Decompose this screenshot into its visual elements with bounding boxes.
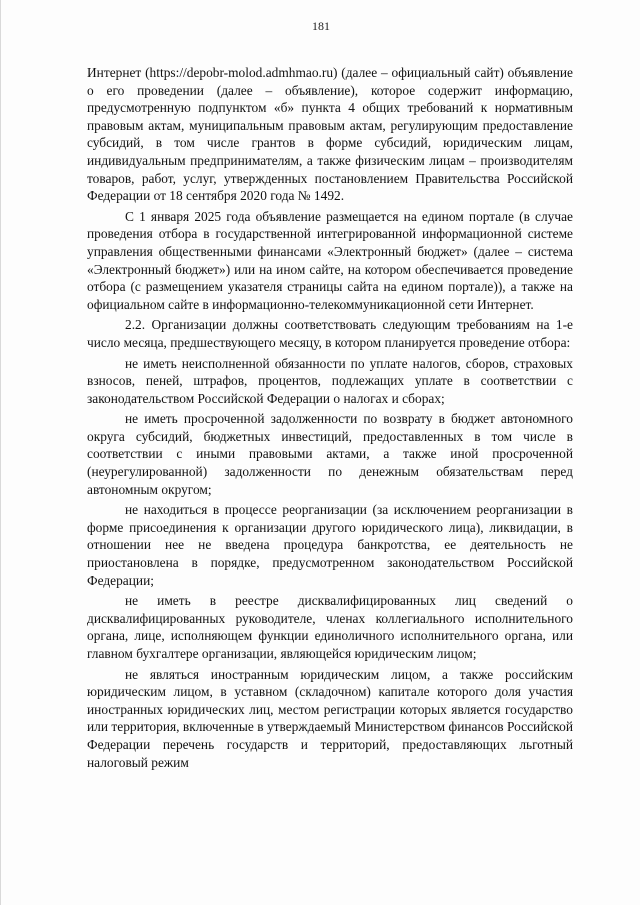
- document-body: [87, 64, 573, 771]
- paragraph-unified-portal: С 1 января 2025 года объявление размещается на едином портале (в случае проведения отбора в государственной интегрированной информационной системе управления общественными финансами «Электронный бюджет» (далее – система «Электронный бюджет») или на ином сайте, на котором обеспечивается проведение отбора (с размещением указателя страницы сайта на едином портале)), а также на официальном сайте в информационно-телекоммуникационной сети Интернет.: [87, 208, 573, 312]
- requirement-no-disqualified-persons: не иметь в реестре дисквалифицированных лиц сведений о дисквалифицированных руководителе, членах коллегиального исполнительного органа, лице, исполняющем функции единоличного исполнительного органа, или главном бухгалтере организации, являющейся юридическим лицом;: [87, 593, 573, 661]
- requirement-no-budget-debt: не иметь просроченной задолженности по возврату в бюджет автономного округа субсидий, бюджетных инвестиций, предоставленных в том числе в соответствии с иными правовыми актами, а также иной просроченной (неурегулированной) задолженности по денежным обязательствам перед автономным округом;: [87, 411, 573, 497]
- requirement-no-reorganization: не находиться в процессе реорганизации (за исключением реорганизации в форме присоединения к организации другого юридического лица), ликвидации, в отношении нее не введена процедура банкротства, ее деятельность не приостановлена в порядке, предусмотренном законодательством Российской Федерации;: [87, 502, 573, 588]
- paragraph-official-site: Интернет (https://depobr-molod.admhmao.ru) (далее – официальный сайт) объявление о его проведении (далее – объявление), которое содержит информацию, предусмотренную подпунктом «б» пункта 4 общих требований к нормативным правовым актам, муниципальным правовым актам, регулирующим предоставление субсидий, в том числе грантов в форме субсидий, юридическим лицам, индивидуальным предпринимателям, а также физическим лицам – производителям товаров, работ, услуг, утвержденных постановлением Правительства Российской Федерации от 18 сентября 2020 года № 1492.: [87, 65, 573, 204]
- page-number: 181: [312, 19, 330, 33]
- paragraph-requirements-intro: 2.2. Организации должны соответствовать следующим требованиям на 1-е число месяца, предшествующего месяцу, в котором планируется проведение отбора:: [87, 317, 573, 350]
- requirement-not-foreign-entity: не являться иностранным юридическим лицом, а также российским юридическим лицом, в уставном (складочном) капитале которого доля участия иностранных юридических лиц, местом регистрации которых является государство или территория, включенные в утверждаемый Министерством финансов Российской Федерации перечень государств и территорий, предоставляющих льготный налоговый режим: [87, 666, 573, 770]
- requirement-no-tax-debt: не иметь неисполненной обязанности по уплате налогов, сборов, страховых взносов, пеней, штрафов, процентов, подлежащих уплате в соответствии с законодательством Российской Федерации о налогах и сборах;: [87, 355, 573, 406]
